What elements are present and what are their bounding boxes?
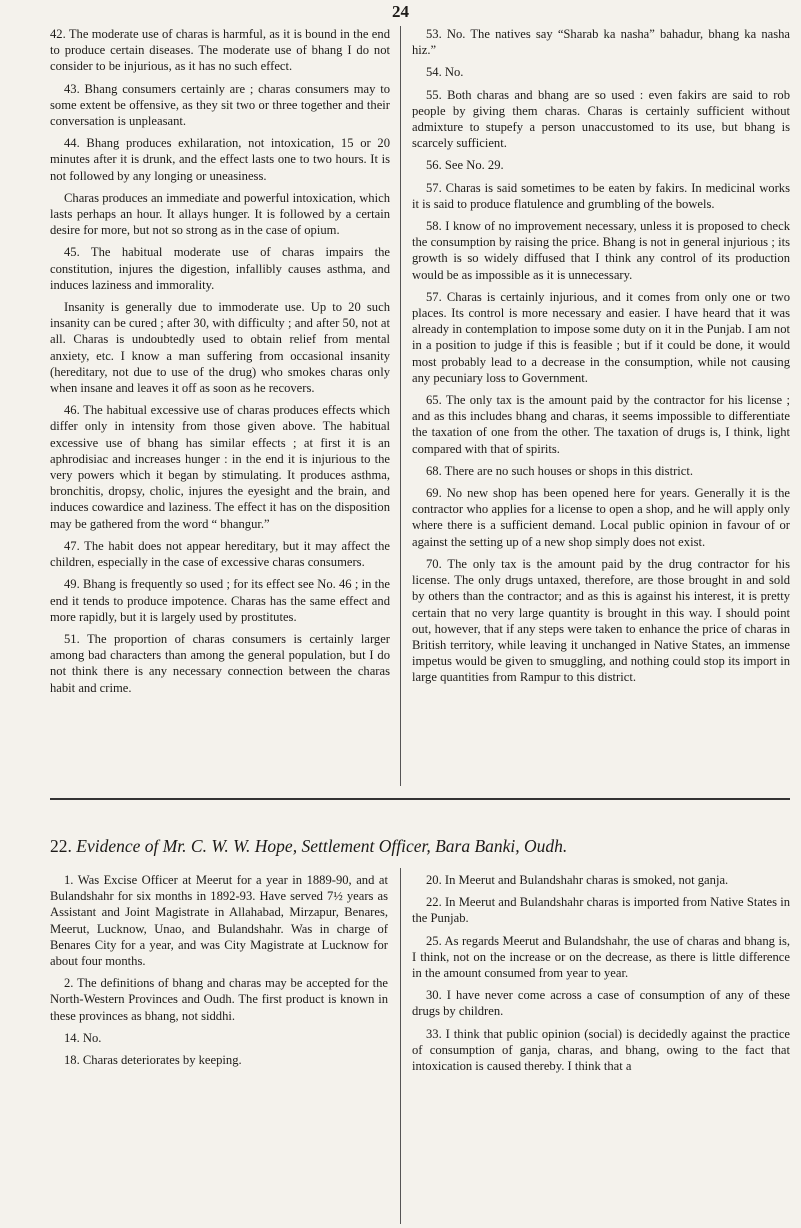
page-number: 24 xyxy=(392,2,409,21)
paragraph: 14. No. xyxy=(64,1030,102,1045)
paragraph: 53. No. The natives say “Sharab ka nasha” bahadur, bhang ka nasha hiz.” xyxy=(412,27,790,58)
paragraph: 70. The only tax is the amount paid by the drug contractor for his license. The only drugs untaxed, therefore, are those brought in and sold by others than the contractor; and as this is against his interest, it is pretty certain that no very large quantity is brought in this way. I should point out, however, that if any steps were taken to enhance the price of charas in British territory, while leaving it unchanged in Native States, an immense impetus would be given to smuggling, and nothing could stop its import in large quantities from Rampur to this district. xyxy=(412,556,790,685)
column-bottom-left xyxy=(50,872,388,1074)
paragraph: 47. The habit does not appear hereditary, but it may affect the children, especially in the case of excessive charas consumers. xyxy=(50,538,390,570)
paragraph: 57. Charas is said sometimes to be eaten by fakirs. In medicinal works it is said to produce flatulence and grumbling of the bowels. xyxy=(412,180,790,211)
section-title: Evidence of Mr. C. W. W. Hope, Settlement Officer, Bara Banki, Oudh. xyxy=(76,836,568,856)
paragraph: 58. I know of no improvement necessary, unless it is proposed to check the consumption by raising the price. Bhang is not in general injurious ; its growth is so widely diffused that I think any control of its production would be as impossible as it is unnecessary. xyxy=(412,219,790,282)
paragraph: 33. I think that public opinion (social) is decidedly against the practice of consumption of ganja, charas, and bhang, owing to the fact that intoxication is caused thereby. I think that a xyxy=(412,1026,790,1074)
paragraph: 69. No new shop has been opened here for years. Generally it is the contractor who applies for a license to open a shop, and he will apply only where there is a sufficient demand. Local public opinion in favour of or against the setting up of a new shop simply does not exist. xyxy=(412,486,790,549)
paragraph: 46. The habitual excessive use of charas produces effects which differ only in intensity from those given above. The habitual excessive use of bhang has similar effects ; at first it is an aphrodisiac and increases hunger : in the end it is injurious to the very powers which it began by stimulating. It produces asthma, bronchitis, dropsy, cholic, injures the eyesight and the brain, and induces cowardice and laziness. The effect it has on the disposition may be gathered from the word “ bhangur.” xyxy=(50,403,390,531)
paragraph: 18. Charas deteriorates by keeping. xyxy=(64,1053,242,1068)
column-top-left xyxy=(50,26,390,702)
paragraph: 68. There are no such houses or shops in this district. xyxy=(426,463,693,478)
section-number: 22. xyxy=(50,836,72,856)
paragraph: 45. The habitual moderate use of charas impairs the constitution, injures the digestion, infallibly causes asthma, and induces laziness and immorality. xyxy=(50,245,390,292)
paragraph: 43. Bhang consumers certainly are ; charas consumers may to some extent be offensive, as they sit two or three together and their conversation is unpleasant. xyxy=(50,81,390,129)
paragraph: 25. As regards Meerut and Bulandshahr, the use of charas and bhang is, I think, not on the increase or on the decrease, as there is little difference in the amount consumed from year to year. xyxy=(412,933,790,981)
paragraph: 44. Bhang produces exhilaration, not intoxication, 15 or 20 minutes after it is drunk, and the effect lasts one to two hours. It is not followed by any longing or uneasiness. xyxy=(50,136,390,183)
paragraph: 20. In Meerut and Bulandshahr charas is smoked, not ganja. xyxy=(426,873,729,887)
paragraph: 22. In Meerut and Bulandshahr charas is imported from Native States in the Punjab. xyxy=(412,895,790,926)
paragraph: 49. Bhang is frequently so used ; for its effect see No. 46 ; in the end it tends to produce impotence. Charas has the same effect and more rapidly, but it is largely used by prostitutes. xyxy=(50,577,390,624)
column-top-right xyxy=(412,26,790,692)
paragraph: 57. Charas is certainly injurious, and it comes from only one or two places. Its control is more necessary and easier. I have heard that it was already in contemplation to impose some duty on it in the Punjab. I am not in a position to judge if this is feasible ; but if it could be done, it would most probably lead to a decrease in the consumption, while not causing any pecuniary loss to Government. xyxy=(412,289,790,385)
paragraph: 42. The moderate use of charas is harmful, as it is bound in the end to produce certain diseases. The moderate use of bhang I do not consider to be injurious, as it has no such effect. xyxy=(50,27,390,74)
paragraph: 56. See No. 29. xyxy=(426,158,504,173)
paragraph: 2. The definitions of bhang and charas may be accepted for the North-Western Provinces and Oudh. The first product is known in these provinces as bhang, not siddhi. xyxy=(50,976,388,1023)
paragraph: 65. The only tax is the amount paid by the contractor for his license ; and as this includes bhang and charas, it seems impossible to differentiate the taxation of one from the other. The taxation of drugs is, I think, light compared with that of spirits. xyxy=(412,393,790,456)
paragraph: 55. Both charas and bhang are so used : even fakirs are said to rob people by giving them charas. Charas is certainly sufficient without admixture to stupefy a person unaccustomed to its use, but bhang is scarcely sufficient. xyxy=(412,87,790,151)
section-divider xyxy=(50,798,790,800)
paragraph: 1. Was Excise Officer at Meerut for a year in 1889-90, and at Bulandshahr for six months in 1892-93. Have served 7½ years as Assistant and Joint Magistrate in Allahabad, Mirzapur, Benares, Meerut, Lucknow, Unao, and Bulandshahr. Was in charge of Benares City for a year, and was City Magistrate at Lucknow for about four months. xyxy=(50,873,388,969)
paragraph: 51. The proportion of charas consumers is certainly larger among bad characters than among the general population, but I do not think there is any necessary connection between the charas habit and crime. xyxy=(50,631,390,695)
column-bottom-right xyxy=(412,872,790,1080)
section-heading xyxy=(50,836,800,857)
paragraph: 30. I have never come across a case of consumption of any of these drugs by children. xyxy=(412,988,790,1019)
paragraph: 54. No. xyxy=(426,65,464,80)
paragraph: Insanity is generally due to immoderate use. Up to 20 such insanity can be cured ; after 30, with difficulty ; and after 50, not at all. Charas is undoubtedly used to obtain relief from mental anxiety, etc. I know a man suffering from occasional insanity (hereditary, not due to use of the drug) who smokes charas only when insane and leaves it off as soon as he recovers. xyxy=(50,300,390,396)
paragraph: Charas produces an immediate and powerful intoxication, which lasts perhaps an hour. It allays hunger. It is followed by a certain desire for more, but not so strong as in the case of opium. xyxy=(50,190,390,238)
column-divider xyxy=(400,868,401,1224)
column-divider xyxy=(400,26,401,786)
